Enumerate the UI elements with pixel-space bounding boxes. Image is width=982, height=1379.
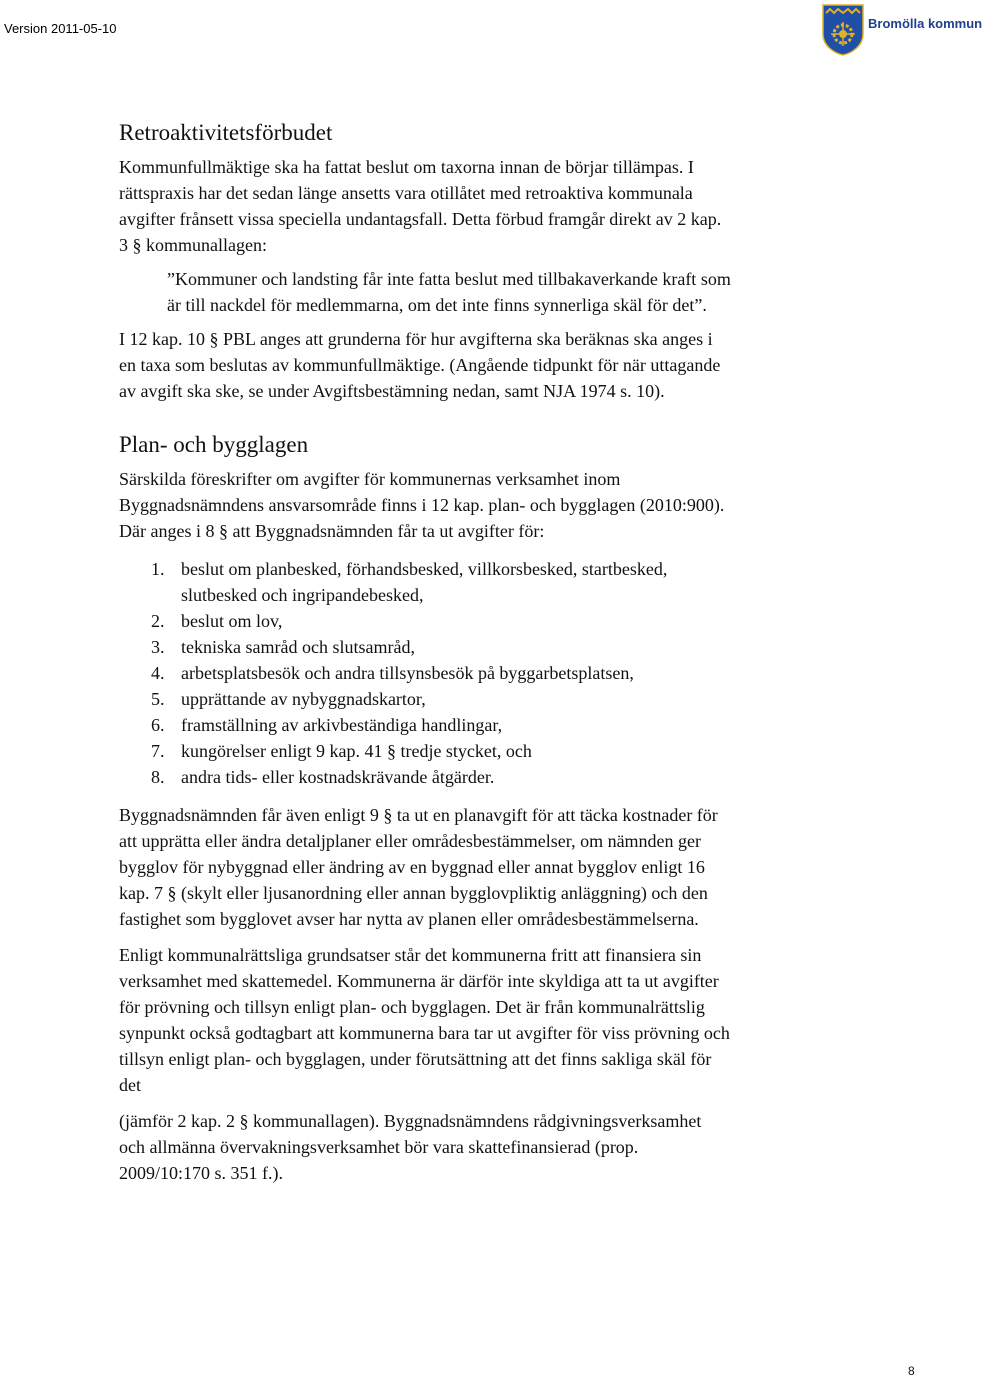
list-number: 4. [151,663,165,683]
list-item [119,686,731,712]
list-text: beslut om lov, [181,611,283,631]
list-item [119,738,731,764]
paragraph-retro-intro: Kommunfullmäktige ska ha fattat beslut om taxorna innan de börjar tillämpas. I rättspraxis har det sedan länge ansetts vara otillåtet med retroaktiva kommunala avgifter frånsett vissa speciella undantagsfall. Detta förbud framgår direkt av 2 kap. 3 § kommunallagen: [119,157,722,255]
list-number: 5. [151,689,165,709]
law-quote [167,266,731,318]
list-number: 8. [151,767,165,787]
municipality-name: Bromölla kommun [868,16,982,31]
list-text: andra tids- eller kostnadskrävande åtgärder. [181,767,495,787]
page-number: 8 [908,1364,915,1378]
paragraph-planavgift: Byggnadsnämnden får även enligt 9 § ta ut en planavgift för att täcka kostnader för att upprätta eller ändra detaljplaner eller områdesbestämmelser, om nämnden ger bygglov för nybyggnad eller ändring av en byggnad eller annat bygglov enligt 16 kap. 7 § (skylt eller ljusanordning eller annan bygglovpliktig anläggning) och den fastighet som bygglovet avser har nytta av planen eller områdesbestämmelserna. [119,805,718,929]
municipality-logo [822,4,982,60]
document-body [119,118,731,1186]
list-item [119,712,731,738]
list-text: kungörelser enligt 9 kap. 41 § tredje stycket, och [181,741,532,761]
list-number: 2. [151,611,165,631]
list-text: beslut om planbesked, förhandsbesked, villkorsbesked, startbesked, slutbesked och ingripandebesked, [181,559,668,605]
list-number: 7. [151,741,165,761]
paragraph-skattefinansierad: (jämför 2 kap. 2 § kommunallagen). Byggnadsnämndens rådgivningsverksamhet och allmänna övervakningsverksamhet bör vara skattefinansierad (prop. 2009/10:170 s. 351 f.). [119,1111,702,1183]
fee-list [119,556,731,790]
list-text: upprättande av nybyggnadskartor, [181,689,426,709]
list-item [119,764,731,790]
section-heading-retroaktivitet: Retroaktivitetsförbudet [119,120,333,145]
section-heading-pbl: Plan- och bygglagen [119,432,309,457]
list-item [119,608,731,634]
list-text: arbetsplatsbesök och andra tillsynsbesök på byggarbetsplatsen, [181,663,634,683]
paragraph-retro-after: I 12 kap. 10 § PBL anges att grunderna för hur avgifterna ska beräknas ska anges i en taxa som beslutas av kommunfullmäktige. (Angående tidpunkt för när uttagande av avgift ska ske, se under Avgiftsbestämning nedan, samt NJA 1974 s. 10). [119,329,721,401]
list-text: framställning av arkivbeständiga handlingar, [181,715,503,735]
list-text: tekniska samråd och slutsamråd, [181,637,415,657]
paragraph-pbl-intro: Särskilda föreskrifter om avgifter för kommunernas verksamhet inom Byggnadsnämndens ansvarsområde finns i 12 kap. plan- och bygglagen (2010:900). Där anges i 8 § att Byggnadsnämnden får ta ut avgifter för: [119,469,725,541]
paragraph-kommunalratt: Enligt kommunalrättsliga grundsatser står det kommunerna fritt att finansiera sin verksamhet med skattemedel. Kommunerna är därför inte skyldiga att ta ut avgifter för prövning och tillsyn enligt plan- och bygglagen. Det är från kommunalrättslig synpunkt också godtagbart att kommunerna bara tar ut avgifter för viss prövning och tillsyn enligt plan- och bygglagen, under förutsättning att det finns sakliga skäl för det [119,945,730,1095]
list-item [119,660,731,686]
coat-of-arms-icon [822,4,864,56]
list-number: 3. [151,637,165,657]
document-version: Version 2011-05-10 [4,21,117,36]
list-item [119,634,731,660]
list-item [119,556,731,608]
quote-text: ”Kommuner och landsting får inte fatta beslut med tillbakaverkande kraft som är till nackdel för medlemmarna, om det inte finns synnerliga skäl för det”. [167,269,731,315]
list-number: 1. [151,559,165,579]
list-number: 6. [151,715,165,735]
